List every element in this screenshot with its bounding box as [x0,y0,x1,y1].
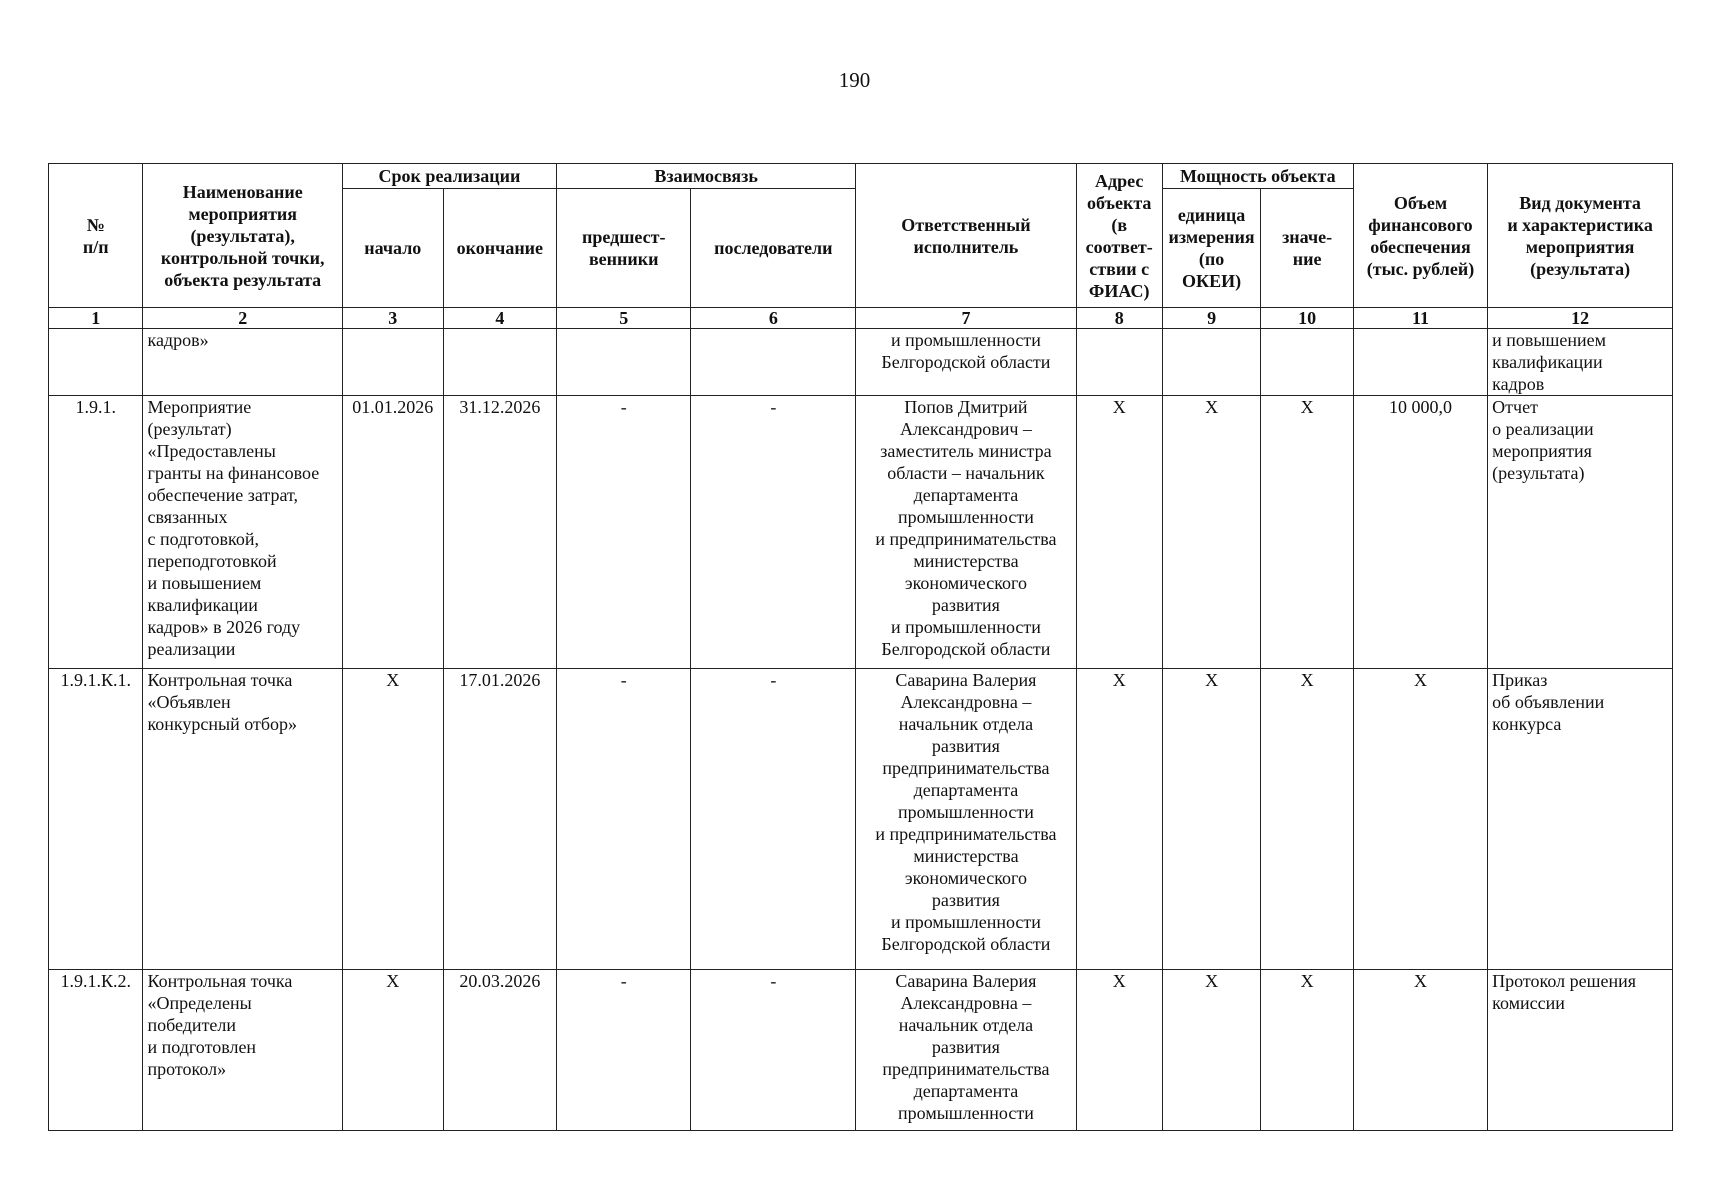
table-row [49,970,1673,1131]
cell-start: X [342,669,443,970]
cell-end [443,329,556,396]
cell-num [49,329,143,396]
cell-succ: - [691,396,856,669]
plan-table [48,163,1673,1131]
cell-finance: X [1353,669,1487,970]
cell-start: X [342,970,443,1131]
cell-num: 1.9.1. [49,396,143,669]
cell-value: X [1261,396,1353,669]
col-number: 6 [691,308,856,329]
col-number: 1 [49,308,143,329]
header-value: значе- ние [1261,189,1353,308]
header-link-succ: последователи [691,189,856,308]
table-header [49,164,1673,329]
cell-value: X [1261,669,1353,970]
cell-succ: - [691,669,856,970]
cell-doc: Протокол решения комиссии [1488,970,1673,1131]
cell-doc: Отчет о реализации мероприятия (результата) [1488,396,1673,669]
header-link: Взаимосвязь [557,164,856,189]
cell-unit [1162,329,1261,396]
header-term-end: окончание [443,189,556,308]
header-term: Срок реализации [342,164,556,189]
cell-address: X [1076,396,1162,669]
col-number: 7 [856,308,1076,329]
cell-name: кадров» [143,329,342,396]
cell-responsible: Саварина Валерия Александровна – начальник отдела развития предпринимательства департамента промышленности [856,970,1076,1131]
cell-finance: X [1353,970,1487,1131]
cell-pred [557,329,691,396]
header-address: Адрес объекта (в соответ- ствии с ФИАС) [1076,164,1162,308]
header-responsible: Ответственный исполнитель [856,164,1076,308]
cell-num: 1.9.1.К.1. [49,669,143,970]
cell-address [1076,329,1162,396]
col-number: 9 [1162,308,1261,329]
page-number: 190 [838,68,871,92]
cell-start: 01.01.2026 [342,396,443,669]
table-row [49,669,1673,970]
cell-doc: Приказ об объявлении конкурса [1488,669,1673,970]
header-link-pred: предшест- венники [557,189,691,308]
cell-value: X [1261,970,1353,1131]
col-number: 3 [342,308,443,329]
header-term-start: начало [342,189,443,308]
cell-finance [1353,329,1487,396]
cell-finance: 10 000,0 [1353,396,1487,669]
cell-name: Мероприятие (результат) «Предоставлены гранты на финансовое обеспечение затрат, связанных с подготовкой, переподготовкой и повышением квалификации кадров» в 2026 году реализации [143,396,342,669]
col-number: 12 [1488,308,1673,329]
cell-end: 31.12.2026 [443,396,556,669]
cell-succ: - [691,970,856,1131]
col-number: 8 [1076,308,1162,329]
cell-pred: - [557,970,691,1131]
header-unit: единица измерения (по ОКЕИ) [1162,189,1261,308]
cell-address: X [1076,669,1162,970]
column-number-row [49,308,1673,329]
col-number: 5 [557,308,691,329]
cell-doc: и повышением квалификации кадров [1488,329,1673,396]
header-name: Наименование мероприятия (результата), контрольной точки, объекта результата [143,164,342,308]
header-num: № п/п [49,164,143,308]
cell-start [342,329,443,396]
table-row [49,329,1673,396]
cell-pred: - [557,396,691,669]
col-number: 10 [1261,308,1353,329]
cell-unit: X [1162,970,1261,1131]
cell-num: 1.9.1.К.2. [49,970,143,1131]
cell-unit: X [1162,669,1261,970]
header-capacity: Мощность объекта [1162,164,1353,189]
col-number: 11 [1353,308,1487,329]
col-number: 4 [443,308,556,329]
cell-unit: X [1162,396,1261,669]
cell-end: 20.03.2026 [443,970,556,1131]
cell-address: X [1076,970,1162,1131]
table-body [49,329,1673,1131]
cell-name: Контрольная точка «Определены победители и подготовлен протокол» [143,970,342,1131]
cell-end: 17.01.2026 [443,669,556,970]
col-number: 2 [143,308,342,329]
table-row [49,396,1673,669]
cell-pred: - [557,669,691,970]
header-finance: Объем финансового обеспечения (тыс. рублей) [1353,164,1487,308]
cell-value [1261,329,1353,396]
cell-responsible: Попов Дмитрий Александрович – заместитель министра области – начальник департамента промышленности и предпринимательства министерства экономического развития и промышленности Белгородской области [856,396,1076,669]
cell-succ [691,329,856,396]
cell-responsible: и промышленности Белгородской области [856,329,1076,396]
header-doc-type: Вид документа и характеристика мероприятия (результата) [1488,164,1673,308]
cell-responsible: Саварина Валерия Александровна – начальник отдела развития предпринимательства департамента промышленности и предпринимательства министерства экономического развития и промышленности Белгородской области [856,669,1076,970]
cell-name: Контрольная точка «Объявлен конкурсный отбор» [143,669,342,970]
